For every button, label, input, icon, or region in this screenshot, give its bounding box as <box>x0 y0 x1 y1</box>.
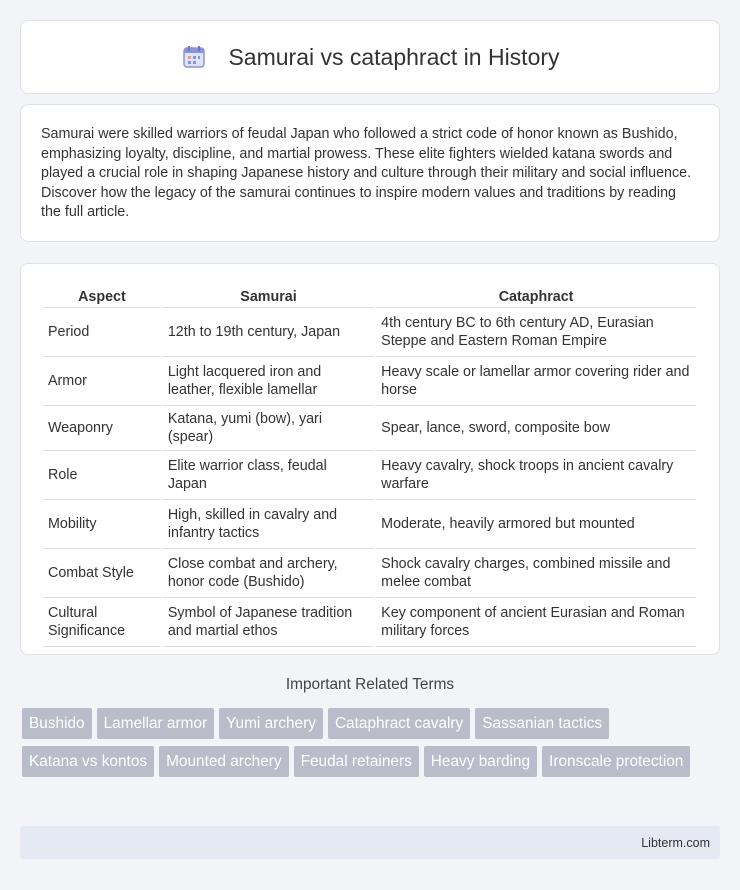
table-row <box>43 308 696 357</box>
table-row <box>43 406 696 451</box>
tag-cataphract-cavalry[interactable]: Cataphract cavalry <box>328 708 470 739</box>
header-samurai: Samurai <box>163 284 374 308</box>
related-terms-title: Important Related Terms <box>285 676 455 693</box>
table-cell: Role <box>43 451 161 500</box>
tag-bushido[interactable]: Bushido <box>22 708 92 739</box>
table-cell: Key component of ancient Eurasian and Roman military forces <box>376 598 696 647</box>
page-title: Samurai vs cataphract in History <box>228 43 560 70</box>
table-cell: Weaponry <box>43 406 161 451</box>
tag-sassanian-tactics[interactable]: Sassanian tactics <box>475 708 609 739</box>
table-cell: Heavy cavalry, shock troops in ancient cavalry warfare <box>376 451 696 500</box>
table-row <box>43 357 696 406</box>
header-aspect: Aspect <box>43 284 161 308</box>
table-cell: Period <box>43 308 161 357</box>
tag-katana-vs-kontos[interactable]: Katana vs kontos <box>22 746 154 777</box>
page-header <box>20 20 720 94</box>
table-header-row <box>43 284 696 308</box>
table-cell: Mobility <box>43 500 161 549</box>
table-cell: 4th century BC to 6th century AD, Eurasian Steppe and Eastern Roman Empire <box>376 308 696 357</box>
tag-lamellar-armor[interactable]: Lamellar armor <box>97 708 215 739</box>
footer <box>20 826 720 859</box>
comparison-table-card <box>20 263 720 655</box>
tag-yumi-archery[interactable]: Yumi archery <box>219 708 323 739</box>
tag-heavy-barding[interactable]: Heavy barding <box>424 746 537 777</box>
table-cell: Shock cavalry charges, combined missile and melee combat <box>376 549 696 598</box>
table-cell: 12th to 19th century, Japan <box>163 308 374 357</box>
tag-feudal-retainers[interactable]: Feudal retainers <box>294 746 419 777</box>
table-cell: Light lacquered iron and leather, flexible lamellar <box>163 357 374 406</box>
table-cell: High, skilled in cavalry and infantry tactics <box>163 500 374 549</box>
table-row <box>43 598 696 647</box>
intro-text: Samurai were skilled warriors of feudal Japan who followed a strict code of honor known as Bushido, emphasizing loyalty, discipline, and martial prowess. These elite fighters wielded katana swords and played a crucial role in shaping Japanese history and culture through their military and social influence. Discover how the legacy of the samurai continues to inspire modern values and traditions by reading the full article. <box>41 126 692 221</box>
calendar-icon <box>180 43 208 71</box>
intro-section <box>20 104 720 242</box>
table-cell: Close combat and archery, honor code (Bushido) <box>163 549 374 598</box>
table-row <box>43 549 696 598</box>
table-cell: Heavy scale or lamellar armor covering rider and horse <box>376 357 696 406</box>
footer-site-link[interactable]: Libterm.com <box>641 836 710 850</box>
related-terms-list <box>22 708 722 784</box>
table-cell: Cultural Significance <box>43 598 161 647</box>
table-cell: Spear, lance, sword, composite bow <box>376 406 696 451</box>
table-row <box>43 500 696 549</box>
header-cataphract: Cataphract <box>376 284 696 308</box>
table-cell: Moderate, heavily armored but mounted <box>376 500 696 549</box>
table-cell: Elite warrior class, feudal Japan <box>163 451 374 500</box>
table-cell: Symbol of Japanese tradition and martial ethos <box>163 598 374 647</box>
comparison-table <box>41 284 698 647</box>
table-row <box>43 451 696 500</box>
table-cell: Katana, yumi (bow), yari (spear) <box>163 406 374 451</box>
table-cell: Combat Style <box>43 549 161 598</box>
tag-ironscale-protection[interactable]: Ironscale protection <box>542 746 690 777</box>
tag-mounted-archery[interactable]: Mounted archery <box>159 746 289 777</box>
table-cell: Armor <box>43 357 161 406</box>
